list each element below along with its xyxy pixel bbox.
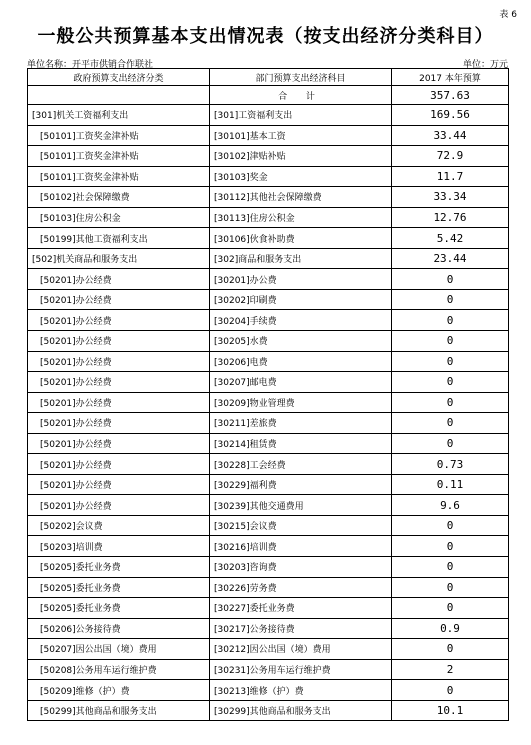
dept-class-cell: [30211]差旅费 bbox=[210, 413, 392, 434]
gov-class-cell: [50201]办公经费 bbox=[28, 351, 210, 372]
table-row bbox=[28, 454, 509, 475]
gov-class-cell: [50201]办公经费 bbox=[28, 289, 210, 310]
dept-class-cell: [30204]手续费 bbox=[210, 310, 392, 331]
table-row bbox=[28, 269, 509, 290]
budget-value-cell: 0 bbox=[392, 598, 509, 619]
table-row bbox=[28, 207, 509, 228]
dept-class-cell: [30214]租赁费 bbox=[210, 433, 392, 454]
budget-value-cell: 0.73 bbox=[392, 454, 509, 475]
table-row bbox=[28, 659, 509, 680]
header-dept-class: 部门预算支出经济科目 bbox=[210, 69, 392, 86]
dept-class-cell: [30212]因公出国（境）费用 bbox=[210, 639, 392, 660]
dept-class-cell: [30227]委托业务费 bbox=[210, 598, 392, 619]
table-row bbox=[28, 680, 509, 701]
gov-class-cell: [50101]工资奖金津补贴 bbox=[28, 146, 210, 167]
table-row bbox=[28, 577, 509, 598]
gov-class-cell: [50299]其他商品和服务支出 bbox=[28, 700, 210, 721]
budget-value-cell: 11.7 bbox=[392, 166, 509, 187]
dept-class-cell: [30213]维修（护）费 bbox=[210, 680, 392, 701]
table-row bbox=[28, 515, 509, 536]
dept-class-cell: [30299]其他商品和服务支出 bbox=[210, 700, 392, 721]
gov-class-cell: [50101]工资奖金津补贴 bbox=[28, 166, 210, 187]
table-row bbox=[28, 433, 509, 454]
table-header-row bbox=[28, 69, 509, 86]
gov-class-cell: [50203]培训费 bbox=[28, 536, 210, 557]
dept-class-cell: [30205]水费 bbox=[210, 331, 392, 352]
budget-value-cell: 0 bbox=[392, 269, 509, 290]
dept-class-cell: [30216]培训费 bbox=[210, 536, 392, 557]
dept-class-cell: [30102]津贴补贴 bbox=[210, 146, 392, 167]
budget-value-cell: 10.1 bbox=[392, 700, 509, 721]
gov-class-cell: [50207]因公出国（境）费用 bbox=[28, 639, 210, 660]
table-row bbox=[28, 618, 509, 639]
budget-value-cell: 2 bbox=[392, 659, 509, 680]
gov-class-cell: [50202]会议费 bbox=[28, 515, 210, 536]
budget-value-cell: 0 bbox=[392, 310, 509, 331]
table-row bbox=[28, 166, 509, 187]
gov-class-cell: [50201]办公经费 bbox=[28, 310, 210, 331]
unit-name: 单位名称：开平市供销合作联社 bbox=[27, 60, 154, 70]
gov-class-cell: [50201]办公经费 bbox=[28, 331, 210, 352]
budget-value-cell: 33.44 bbox=[392, 125, 509, 146]
budget-value-cell: 72.9 bbox=[392, 146, 509, 167]
budget-value-cell: 0.9 bbox=[392, 618, 509, 639]
table-number: 表 6 bbox=[499, 10, 517, 20]
budget-value-cell: 0 bbox=[392, 289, 509, 310]
total-row bbox=[28, 86, 509, 105]
header-gov-class: 政府预算支出经济分类 bbox=[28, 69, 210, 86]
budget-value-cell: 0 bbox=[392, 413, 509, 434]
table-row bbox=[28, 372, 509, 393]
table-row bbox=[28, 392, 509, 413]
dept-class-cell: [30239]其他交通费用 bbox=[210, 495, 392, 516]
gov-class-cell: [50102]社会保障缴费 bbox=[28, 187, 210, 208]
gov-class-cell: [50206]公务接待费 bbox=[28, 618, 210, 639]
dept-class-cell: [30202]印刷费 bbox=[210, 289, 392, 310]
budget-value-cell: 9.6 bbox=[392, 495, 509, 516]
gov-class-cell: [50101]工资奖金津补贴 bbox=[28, 125, 210, 146]
gov-class-cell: [50205]委托业务费 bbox=[28, 557, 210, 578]
gov-class-cell: [50201]办公经费 bbox=[28, 392, 210, 413]
budget-value-cell: 0 bbox=[392, 433, 509, 454]
total-empty-cell bbox=[28, 86, 210, 105]
dept-class-cell: [30231]公务用车运行维护费 bbox=[210, 659, 392, 680]
dept-class-cell: [30101]基本工资 bbox=[210, 125, 392, 146]
budget-value-cell: 0 bbox=[392, 331, 509, 352]
table-row bbox=[28, 474, 509, 495]
table-row bbox=[28, 598, 509, 619]
dept-class-cell: [30209]物业管理费 bbox=[210, 392, 392, 413]
budget-value-cell: 0 bbox=[392, 557, 509, 578]
gov-class-cell: [50205]委托业务费 bbox=[28, 598, 210, 619]
budget-table bbox=[27, 68, 509, 721]
unit-label: 单位：万元 bbox=[462, 60, 508, 70]
gov-class-cell: [50103]住房公积金 bbox=[28, 207, 210, 228]
dept-class-cell: [30228]工会经费 bbox=[210, 454, 392, 475]
budget-value-cell: 0 bbox=[392, 536, 509, 557]
table-row bbox=[28, 125, 509, 146]
table-row bbox=[28, 248, 509, 269]
budget-value-cell: 12.76 bbox=[392, 207, 509, 228]
table-row bbox=[28, 536, 509, 557]
budget-value-cell: 0 bbox=[392, 351, 509, 372]
dept-class-cell: [30206]电费 bbox=[210, 351, 392, 372]
table-row bbox=[28, 351, 509, 372]
dept-class-cell: [30112]其他社会保障缴费 bbox=[210, 187, 392, 208]
dept-class-cell: [30113]住房公积金 bbox=[210, 207, 392, 228]
dept-class-cell: [30207]邮电费 bbox=[210, 372, 392, 393]
gov-class-cell: [50209]维修（护）费 bbox=[28, 680, 210, 701]
dept-class-cell: [30226]劳务费 bbox=[210, 577, 392, 598]
header-budget: 2017 本年预算 bbox=[392, 69, 509, 86]
table-row bbox=[28, 146, 509, 167]
budget-value-cell: 33.34 bbox=[392, 187, 509, 208]
dept-class-cell: [30203]咨询费 bbox=[210, 557, 392, 578]
budget-value-cell: 23.44 bbox=[392, 248, 509, 269]
gov-class-cell: [50201]办公经费 bbox=[28, 474, 210, 495]
gov-class-cell: [50208]公务用车运行维护费 bbox=[28, 659, 210, 680]
dept-class-cell: [30106]伙食补助费 bbox=[210, 228, 392, 249]
gov-class-cell: [301]机关工资福利支出 bbox=[28, 105, 210, 126]
dept-class-cell: [30103]奖金 bbox=[210, 166, 392, 187]
total-value: 357.63 bbox=[392, 86, 509, 105]
budget-value-cell: 0 bbox=[392, 372, 509, 393]
table-row bbox=[28, 557, 509, 578]
page-title: 一般公共预算基本支出情况表（按支出经济分类科目） bbox=[37, 26, 494, 47]
gov-class-cell: [50201]办公经费 bbox=[28, 454, 210, 475]
table-row bbox=[28, 331, 509, 352]
table-row bbox=[28, 495, 509, 516]
gov-class-cell: [50205]委托业务费 bbox=[28, 577, 210, 598]
gov-class-cell: [50199]其他工资福利支出 bbox=[28, 228, 210, 249]
table-row bbox=[28, 639, 509, 660]
gov-class-cell: [50201]办公经费 bbox=[28, 372, 210, 393]
gov-class-cell: [502]机关商品和服务支出 bbox=[28, 248, 210, 269]
dept-class-cell: [30229]福利费 bbox=[210, 474, 392, 495]
budget-value-cell: 0.11 bbox=[392, 474, 509, 495]
dept-class-cell: [30215]会议费 bbox=[210, 515, 392, 536]
table-row bbox=[28, 310, 509, 331]
gov-class-cell: [50201]办公经费 bbox=[28, 413, 210, 434]
table-row bbox=[28, 105, 509, 126]
table-row bbox=[28, 700, 509, 721]
budget-value-cell: 0 bbox=[392, 680, 509, 701]
table-row bbox=[28, 289, 509, 310]
table-row bbox=[28, 187, 509, 208]
dept-class-cell: [302]商品和服务支出 bbox=[210, 248, 392, 269]
budget-value-cell: 169.56 bbox=[392, 105, 509, 126]
gov-class-cell: [50201]办公经费 bbox=[28, 269, 210, 290]
budget-value-cell: 0 bbox=[392, 515, 509, 536]
table-row bbox=[28, 413, 509, 434]
gov-class-cell: [50201]办公经费 bbox=[28, 495, 210, 516]
dept-class-cell: [30217]公务接待费 bbox=[210, 618, 392, 639]
dept-class-cell: [301]工资福利支出 bbox=[210, 105, 392, 126]
table-row bbox=[28, 228, 509, 249]
budget-value-cell: 0 bbox=[392, 392, 509, 413]
gov-class-cell: [50201]办公经费 bbox=[28, 433, 210, 454]
budget-value-cell: 5.42 bbox=[392, 228, 509, 249]
budget-value-cell: 0 bbox=[392, 577, 509, 598]
total-label: 合 计 bbox=[210, 86, 392, 105]
budget-value-cell: 0 bbox=[392, 639, 509, 660]
dept-class-cell: [30201]办公费 bbox=[210, 269, 392, 290]
